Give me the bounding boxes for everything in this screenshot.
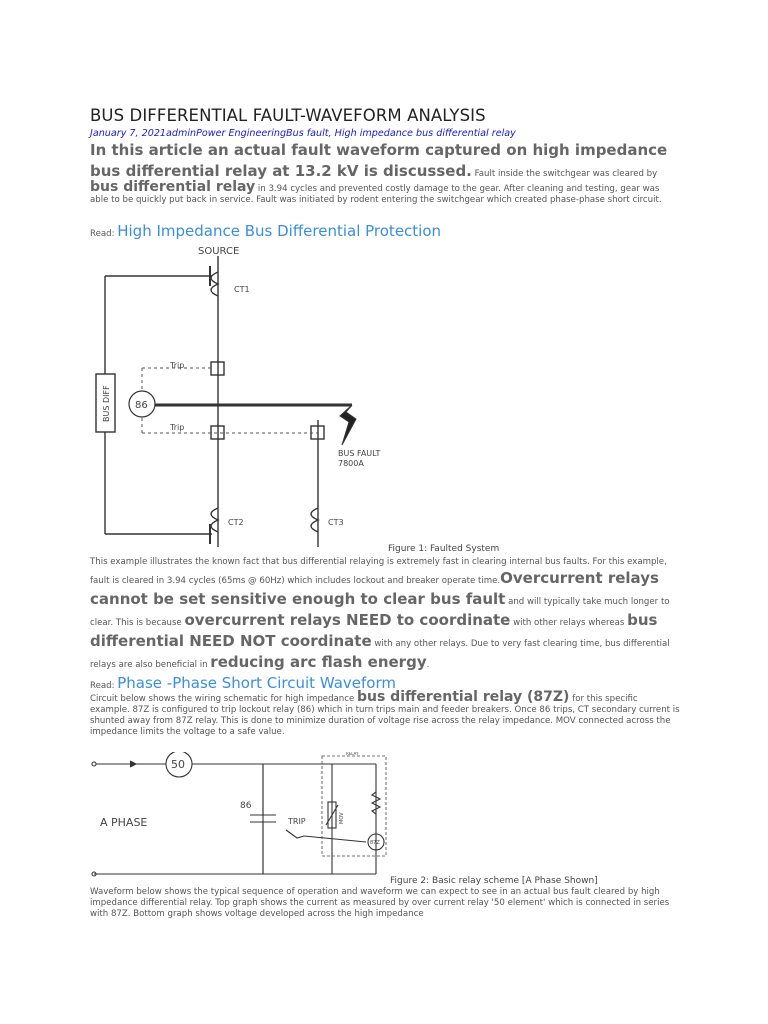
fig1-source-label: SOURCE [198, 246, 240, 257]
s2-bold-2: overcurrent relays NEED to coordinate [184, 611, 511, 629]
s2-text-2: and will typically take much longer to clear. This is because [90, 597, 670, 628]
fig1-bus-diff-label: BUS DIFF [102, 385, 111, 422]
s2-text-1: This example illustrates the known fact that bus differential relaying is extremely fast in clearing internal bus faults. For this example, fault is cleared in 3.94 cycles (65ms @ 60Hz) which includes lockout and breaker operate time. [90, 557, 667, 586]
fig2-relay-50: 50 [171, 758, 185, 771]
fig2-trip-label: TRIP [288, 817, 306, 826]
intro-bold-2: bus differential relay [90, 179, 256, 195]
article-title: BUS DIFFERENTIAL FAULT-WAVEFORM ANALYSIS [90, 106, 486, 125]
fig1-trip-top: Trip [170, 361, 185, 370]
intro-bold: In this article an actual fault waveform captured on high impedance bus differential relay at 13.2 kV is discussed. [90, 141, 668, 180]
s3-text-1: Circuit below shows the wiring schematic for high impedance [90, 694, 357, 704]
fig2-relay-86: 86 [240, 801, 252, 811]
fig1-fault-current: 7800A [338, 459, 364, 468]
fig1-fault-label: BUS FAULT [338, 449, 381, 458]
s2-bold-4: reducing arc flash energy [210, 653, 427, 671]
read-line-2 [90, 674, 396, 692]
intro-text-1: Fault inside the switchgear was cleared by [471, 169, 658, 179]
intro-text-2: in 3.94 cycles and prevented costly damage to the gear. After cleaning and testing, gear was able to be quickly put back in service. Fault was initiated by rodent entering the switchgear which created phase-phase short circuit. [90, 184, 662, 205]
fig1-trip-bottom: Trip [170, 423, 185, 432]
article-meta[interactable]: January 7, 2021adminPower EngineeringBus fault, High impedance bus differential relay [90, 128, 516, 139]
fig1-relay-86: 86 [135, 400, 148, 411]
read-link-phase-phase[interactable]: Phase -Phase Short Circuit Waveform [117, 674, 396, 692]
fig2-mov-label: MOV [339, 812, 345, 824]
figure1-caption: Figure 1: Faulted System [388, 544, 500, 554]
section3-paragraph [90, 689, 680, 738]
figure1-faulted-system [90, 242, 400, 547]
figure2-caption: Figure 2: Basic relay scheme [A Phase Shown] [390, 876, 598, 886]
s2-text-5: . [426, 660, 430, 670]
s2-bold-3: bus differential NEED NOT coordinate [90, 611, 658, 650]
fig1-ct2-label: CT2 [228, 518, 244, 527]
figure2-relay-scheme [90, 752, 390, 884]
s2-text-4: with any other relays. Due to very fast clearing time, bus differential relays are also beneficial in [90, 639, 670, 670]
fig1-ct1-label: CT1 [234, 285, 250, 294]
read-link-high-impedance[interactable]: High Impedance Bus Differential Protection [117, 222, 442, 240]
fig2-relay-87z: 87Z [370, 840, 380, 846]
read-label-2: Read: [90, 681, 118, 691]
s2-text-3: with other relays whereas [510, 618, 628, 628]
intro-paragraph [90, 140, 680, 206]
fig2-relay-label: RELAY [346, 752, 359, 756]
section2-paragraph [90, 557, 680, 673]
s3-text-2: for this specific example. 87Z is configured to trip lockout relay (86) which in turn trips main and feeder breakers. Once 86 trips, CT secondary current is shunted away from 87Z relay. This is done to minimize duration of voltage rise across the relay impedance. MOV connected across the impedance limits the voltage to a safe value. [90, 694, 680, 737]
s3-bold-1: bus differential relay (87Z) [356, 689, 570, 705]
s2-bold-1: Overcurrent relays cannot be set sensitive enough to clear bus fault [90, 569, 659, 608]
fig2-phase-label: A PHASE [100, 816, 148, 829]
read-line-1 [90, 222, 441, 240]
section4-paragraph: Waveform below shows the typical sequence of operation and waveform we can expect to see in an actual bus fault cleared by high impedance differential relay. Top graph shows the current as measured by over current relay '50 element' which is connected in series with 87Z. Bottom graph shows voltage developed across the high impedance [90, 887, 670, 919]
fig1-ct3-label: CT3 [328, 518, 344, 527]
read-label: Read: [90, 229, 118, 239]
